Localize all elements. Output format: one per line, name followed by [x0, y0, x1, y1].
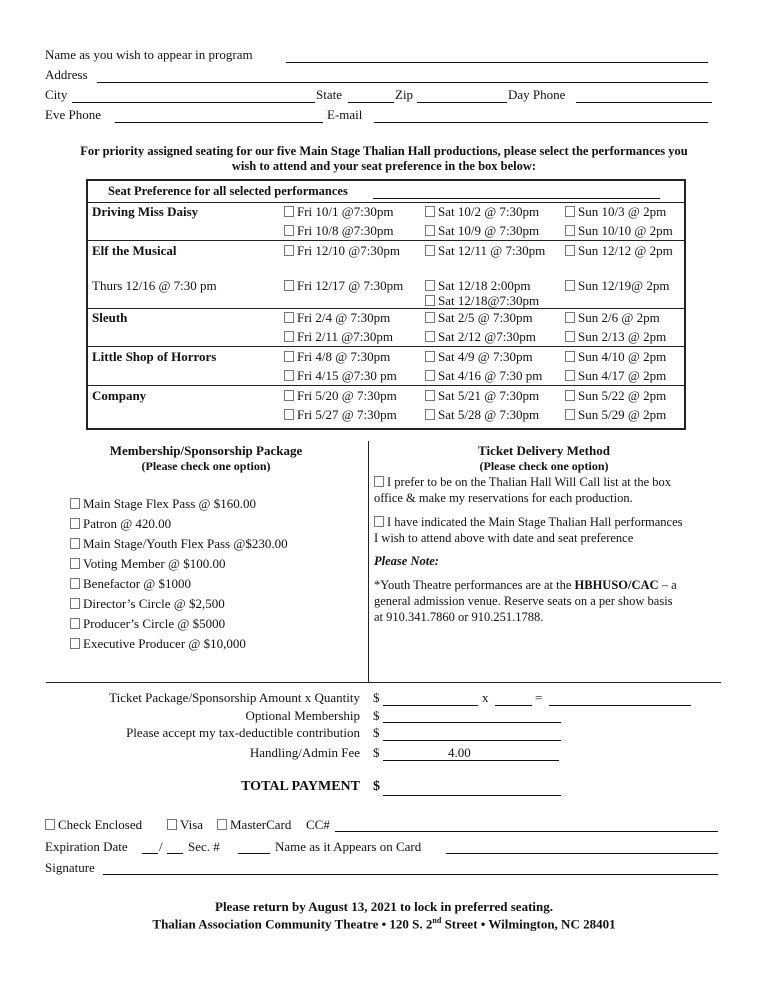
membership-option[interactable]: Patron @ 420.00: [70, 516, 171, 532]
membership-option[interactable]: Director’s Circle @ $2,500: [70, 596, 225, 612]
perf-checkbox[interactable]: Sat 12/18 2:00pm: [425, 278, 530, 294]
note-line-3: at 910.341.7860 or 910.251.1788.: [374, 610, 544, 624]
perf-checkbox[interactable]: Fri 12/10 @7:30pm: [284, 243, 400, 259]
note-label: Please Note:: [374, 554, 439, 568]
mastercard-option[interactable]: MasterCard: [217, 817, 291, 833]
seat-pref-field[interactable]: [373, 198, 660, 199]
perf-checkbox[interactable]: Sun 10/10 @ 2pm: [565, 223, 673, 239]
perf-checkbox[interactable]: Sat 12/11 @ 7:30pm: [425, 243, 545, 259]
zip-field[interactable]: [417, 102, 507, 103]
total-label: TOTAL PAYMENT: [241, 779, 360, 794]
package-total-field[interactable]: [549, 705, 691, 706]
dollar-sign: $: [373, 708, 380, 723]
membership-option[interactable]: Benefactor @ $1000: [70, 576, 191, 592]
visa-option[interactable]: Visa: [167, 817, 203, 833]
delivery-title: Ticket Delivery Method: [478, 443, 610, 458]
perf-checkbox[interactable]: Sun 5/22 @ 2pm: [565, 388, 666, 404]
membership-option[interactable]: Producer’s Circle @ $5000: [70, 616, 225, 632]
exp-year-field[interactable]: [167, 853, 183, 854]
perf-checkbox[interactable]: Sun 5/29 @ 2pm: [565, 407, 666, 423]
city-label: City: [45, 87, 68, 102]
indicated-option[interactable]: I have indicated the Main Stage Thalian Hall performances: [374, 515, 683, 530]
note-line-1: *Youth Theatre performances are at the HBHUSO/CAC – a: [374, 578, 677, 592]
perf-checkbox[interactable]: Fri 4/8 @ 7:30pm: [284, 349, 390, 365]
will-call-option-text: office & make my reservations for each production.: [374, 491, 633, 505]
zip-label: Zip: [395, 87, 414, 102]
membership-subtitle: (Please check one option): [141, 459, 271, 473]
perf-checkbox[interactable]: Fri 2/11 @7:30pm: [284, 329, 393, 345]
dollar-sign: $: [373, 725, 380, 740]
dollar-sign: $: [373, 745, 380, 760]
perf-checkbox[interactable]: Sun 10/3 @ 2pm: [565, 204, 666, 220]
card-name-label: Name as it Appears on Card: [275, 839, 422, 854]
indicated-option-text: I wish to attend above with date and seat preference: [374, 531, 634, 545]
address-field[interactable]: [97, 82, 708, 83]
membership-option[interactable]: Voting Member @ $100.00: [70, 556, 225, 572]
cc-label: CC#: [306, 817, 330, 832]
show-title: Elf the Musical: [92, 243, 177, 258]
perf-checkbox[interactable]: Fri 5/20 @ 7:30pm: [284, 388, 397, 404]
exp-month-field[interactable]: [142, 853, 158, 854]
show-title: Sleuth: [92, 310, 128, 325]
fee-field: [383, 760, 559, 761]
perf-checkbox[interactable]: Fri 12/17 @ 7:30pm: [284, 278, 403, 294]
state-field[interactable]: [348, 102, 394, 103]
city-field[interactable]: [72, 102, 315, 103]
eve-phone-label: Eve Phone: [45, 107, 101, 122]
slash: /: [159, 839, 163, 854]
sec-code-field[interactable]: [238, 853, 270, 854]
total-field[interactable]: [383, 795, 561, 796]
perf-checkbox[interactable]: Sat 12/18@7:30pm: [425, 293, 539, 309]
perf-checkbox[interactable]: Sun 4/10 @ 2pm: [565, 349, 666, 365]
name-field[interactable]: [286, 62, 708, 63]
contribution-label: Please accept my tax-deductible contribution: [126, 725, 360, 740]
delivery-subtitle: (Please check one option): [479, 459, 609, 473]
day-phone-field[interactable]: [576, 102, 712, 103]
show-title: Company: [92, 388, 147, 403]
email-field[interactable]: [374, 122, 708, 123]
note-line-2: general admission venue. Reserve seats on a per show basis: [374, 594, 673, 608]
quantity-field[interactable]: [495, 705, 532, 706]
fee-value: 4.00: [448, 745, 471, 760]
intro-line-2: wish to attend and your seat preference in the box below:: [231, 159, 537, 173]
perf-checkbox[interactable]: Sun 12/12 @ 2pm: [565, 243, 673, 259]
membership-option[interactable]: Main Stage/Youth Flex Pass @$230.00: [70, 536, 288, 552]
seat-pref-label: Seat Preference for all selected performances: [108, 184, 348, 198]
membership-title: Membership/Sponsorship Package: [109, 443, 303, 458]
state-label: State: [316, 87, 342, 102]
perf-checkbox[interactable]: Sun 2/6 @ 2pm: [565, 310, 660, 326]
thurs-label: Thurs 12/16 @ 7:30 pm: [92, 278, 217, 293]
package-label: Ticket Package/Sponsorship Amount x Quantity: [109, 690, 360, 705]
show-title: Driving Miss Daisy: [92, 204, 199, 219]
perf-checkbox[interactable]: Fri 5/27 @ 7:30pm: [284, 407, 397, 423]
perf-checkbox[interactable]: Sun 12/19@ 2pm: [565, 278, 669, 294]
perf-checkbox[interactable]: Sat 4/9 @ 7:30pm: [425, 349, 533, 365]
perf-checkbox[interactable]: Sat 2/12 @7:30pm: [425, 329, 536, 345]
perf-checkbox[interactable]: Sun 2/13 @ 2pm: [565, 329, 666, 345]
perf-checkbox[interactable]: Fri 2/4 @ 7:30pm: [284, 310, 390, 326]
name-label: Name as you wish to appear in program: [45, 47, 253, 62]
equals-sign: =: [535, 690, 543, 705]
dollar-sign: $: [373, 779, 380, 794]
dollar-sign: $: [373, 690, 380, 705]
seat-table: [86, 179, 686, 430]
day-phone-label: Day Phone: [508, 87, 566, 102]
perf-checkbox[interactable]: Fri 10/1 @7:30pm: [284, 204, 393, 220]
theatre-address: Thalian Association Community Theatre • 120 S. 2nd Street • Wilmington, NC 28401: [152, 916, 616, 932]
card-name-field[interactable]: [446, 853, 718, 854]
expiration-label: Expiration Date: [45, 839, 128, 854]
will-call-option[interactable]: I prefer to be on the Thalian Hall Will Call list at the box: [374, 475, 671, 490]
signature-field[interactable]: [103, 874, 718, 875]
eve-phone-field[interactable]: [115, 122, 323, 123]
package-amount-field[interactable]: [383, 705, 478, 706]
cc-number-field[interactable]: [335, 831, 718, 832]
perf-checkbox[interactable]: Sat 10/2 @ 7:30pm: [425, 204, 539, 220]
intro-line-1: For priority assigned seating for our five Main Stage Thalian Hall productions, please select the performances you: [80, 144, 688, 158]
contribution-field[interactable]: [383, 740, 561, 741]
times-sign: x: [482, 690, 489, 705]
membership-option[interactable]: Executive Producer @ $10,000: [70, 636, 246, 652]
perf-checkbox[interactable]: Sat 4/16 @ 7:30 pm: [425, 368, 542, 384]
perf-checkbox[interactable]: Sun 4/17 @ 2pm: [565, 368, 666, 384]
address-label: Address: [45, 67, 88, 82]
show-title: Little Shop of Horrors: [92, 349, 217, 364]
perf-checkbox[interactable]: Sat 5/21 @ 7:30pm: [425, 388, 539, 404]
perf-checkbox[interactable]: Sat 10/9 @ 7:30pm: [425, 223, 539, 239]
check-enclosed-option[interactable]: Check Enclosed: [45, 817, 142, 833]
membership-amount-field[interactable]: [383, 722, 561, 723]
membership-label: Optional Membership: [245, 708, 360, 723]
perf-checkbox[interactable]: Sat 2/5 @ 7:30pm: [425, 310, 533, 326]
return-by-note: Please return by August 13, 2021 to lock in preferred seating.: [215, 899, 553, 914]
perf-checkbox[interactable]: Fri 4/15 @7:30 pm: [284, 368, 397, 384]
fee-label: Handling/Admin Fee: [249, 745, 360, 760]
signature-label: Signature: [45, 860, 95, 875]
membership-option[interactable]: Main Stage Flex Pass @ $160.00: [70, 496, 256, 512]
perf-checkbox[interactable]: Sat 5/28 @ 7:30pm: [425, 407, 539, 423]
perf-checkbox[interactable]: Fri 10/8 @7:30pm: [284, 223, 393, 239]
sec-label: Sec. #: [188, 839, 220, 854]
email-label: E-mail: [327, 107, 363, 122]
